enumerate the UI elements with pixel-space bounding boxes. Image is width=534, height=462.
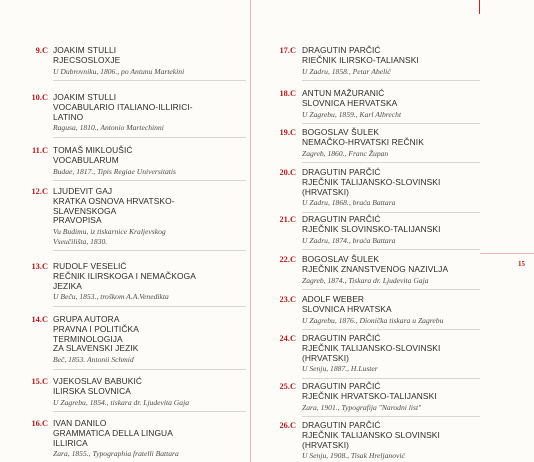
entry-title: RJEČNIK HRVATSKO-TALIJANSKI: [302, 390, 437, 401]
entry-publication: U Dubrovniku, 1806., po Antunu Martekini: [53, 66, 185, 76]
entry-divider: [302, 329, 480, 330]
entry-number: 17.C: [279, 46, 296, 55]
entry-author: IVAN DANILO: [53, 418, 107, 428]
entry-publication: Zara, 1855., Typographia fratelli Battara: [53, 449, 179, 459]
entry-divider: [302, 212, 480, 213]
entry-number: 15.C: [31, 377, 48, 386]
entry-publication: U Senju, 1908., Tisak Hreljanović: [302, 451, 405, 461]
entry-divider: [53, 369, 246, 370]
entry-title: RJEČNIK TALIJANSKO-SLOVINSKI: [302, 342, 441, 353]
entry-title: RIEČNIK ILIRSKO-TALIANSKI: [302, 54, 419, 65]
entry-title: (HRVATSKI): [302, 439, 350, 450]
entry-number: 22.C: [279, 255, 296, 264]
entry-title: SLOVNICA HERVATSKA: [302, 97, 398, 108]
entry-title: ZA SLAVENSKI JEZIK: [53, 343, 139, 354]
entry-author: DRAGUTIN PARČIĆ: [302, 333, 381, 343]
entry-number: 20.C: [279, 168, 296, 177]
entry-title: SLOVNICA HRVATSKA: [302, 303, 392, 314]
entry-author: DRAGUTIN PARČIĆ: [302, 214, 381, 224]
entry-title: TERMINOLOGIJA: [53, 333, 123, 344]
entry-divider: [53, 250, 246, 251]
entry-author: DRAGUTIN PARČIĆ: [302, 45, 381, 55]
entry-title: PRAVOPISA: [53, 215, 102, 226]
entry-publication: U Zadru, 1858., Petar Abelić: [302, 66, 391, 76]
entry-publication: Ragusa, 1810., Antonio Martechinni: [53, 123, 164, 133]
entry-number: 16.C: [31, 419, 48, 428]
entry-author: DRAGUTIN PARČIĆ: [302, 381, 381, 391]
entry-title: SLAVENSKOGA: [53, 205, 117, 216]
entry-title: JEZIKA: [53, 280, 82, 291]
entry-divider: [302, 249, 480, 250]
entry-number: 10.C: [31, 93, 48, 102]
column-divider: [250, 0, 251, 462]
entry-title: VOCABULARIO ITALIANO-ILLIRICI-: [53, 101, 193, 112]
entry-publication: U Zagrebu, 1854., tiskara dr. Ljudevita Gaja: [53, 397, 189, 407]
entry-title: (HRVATSKI): [302, 186, 350, 197]
entry-publication: Budae, 1817., Tipis Regiae Universitatis: [53, 166, 176, 176]
entry-number: 9.C: [35, 46, 48, 55]
entry-title: RJEČNIK TALIJANSKO SLOVINSKI: [302, 429, 440, 440]
entry-publication: Zagreb, 1874., Tiskara dr. Ljudevita Gaja: [302, 275, 429, 285]
entry-number: 13.C: [31, 262, 48, 271]
entry-divider: [53, 306, 246, 307]
entry-number: 11.C: [31, 146, 48, 155]
entry-publication: U Zagrebu, 1859., Karl Albrecht: [302, 109, 402, 119]
page-number-rule: [480, 253, 534, 254]
entry-title: RJEČNIK TALIJANSKO-SLOVINSKI: [302, 176, 441, 187]
entry-title: RJEČNIK SLOVINSKO-TALIJANSKI: [302, 223, 441, 234]
entry-author: JOAKIM STULLI: [53, 92, 117, 102]
entry-author: BOGOSLAV ŠULEK: [302, 254, 380, 264]
entry-author: VJEKOSLAV BABUKIĆ: [53, 376, 143, 386]
entry-author: RUDOLF VESELIĆ: [53, 261, 127, 271]
entry-divider: [302, 162, 480, 163]
entry-title: (HRVATSKI): [302, 352, 350, 363]
entry-divider: [302, 378, 480, 379]
entry-title: LATINO: [53, 111, 84, 122]
entry-number: 14.C: [31, 315, 48, 324]
entry-title: ILLIRICA: [53, 437, 88, 448]
entry-number: 25.C: [279, 382, 296, 391]
entry-publication-cont: Vseučilišta, 1830.: [53, 236, 108, 246]
entry-title: RJEČNIK ZNANSTVENOG NAZIVLJA: [302, 263, 449, 274]
entry-number: 26.C: [279, 421, 296, 430]
entry-author: DRAGUTIN PARČIĆ: [302, 167, 381, 177]
entry-title: REČNIK ILIRSKOGA I NEMAČKOGA: [53, 270, 196, 281]
entry-divider: [53, 411, 246, 412]
entry-publication: U Zagrebu, 1876., Dionička tiskara u Zagrebu: [302, 315, 444, 325]
entry-number: 24.C: [279, 334, 296, 343]
entry-publication: Zagreb, 1860., Franc Župan: [302, 148, 389, 158]
entry-number: 19.C: [279, 128, 296, 137]
entry-number: 12.C: [31, 187, 48, 196]
entry-publication: U Zadru, 1874., braća Battara: [302, 235, 396, 245]
entry-author: DRAGUTIN PARČIĆ: [302, 420, 381, 430]
entry-divider: [53, 180, 246, 181]
entry-title: KRATKA OSNOVA HRVATSKO-: [53, 195, 175, 206]
entry-publication: U Zadru, 1868., braća Battara: [302, 198, 396, 208]
entry-title: ILIRSKA SLOVNICA: [53, 385, 131, 396]
entry-publication: U Beču, 1853., troškom A.A.Venedikta: [53, 292, 169, 302]
entry-number: 21.C: [279, 215, 296, 224]
entry-title: VOCABULARUM: [53, 154, 119, 165]
entry-title: GRAMMATICA DELLA LINGUA: [53, 427, 173, 438]
entry-author: LJUDEVIT GAJ: [53, 186, 113, 196]
entry-divider: [302, 289, 480, 290]
entry-number: 23.C: [279, 295, 296, 304]
entry-author: GRUPA AUTORA: [53, 314, 120, 324]
entry-publication: U Senju, 1887., H.Luster: [302, 364, 378, 374]
entry-divider: [302, 416, 480, 417]
entry-title: NEMAČKO-HRVATSKI REČNIK: [302, 136, 424, 147]
margin-accent-line: [479, 0, 480, 14]
entry-divider: [53, 80, 246, 81]
entry-divider: [302, 80, 480, 81]
entry-publication: Zara, 1901., Typografija "Narodni list": [302, 402, 422, 412]
entry-author: BOGOSLAV ŠULEK: [302, 127, 380, 137]
entry-publication: Vu Budimu, iz tiskarnice Kraljevskog: [53, 227, 166, 237]
entry-author: ADOLF WEBER: [302, 294, 365, 304]
entry-author: JOAKIM STULLI: [53, 45, 117, 55]
entry-title: PRAVNA I POLITIČKA: [53, 323, 139, 334]
entry-divider: [302, 123, 480, 124]
entry-title: RJECSOSLOXJE: [53, 54, 121, 65]
entry-divider: [53, 137, 246, 138]
entry-number: 18.C: [279, 89, 296, 98]
entry-author: ANTUN MAŽURANIĆ: [302, 88, 385, 98]
entry-publication: Beč, 1853. Antonii Schmid: [53, 355, 134, 365]
entry-author: TOMAŠ MIKLOUŠIĆ: [53, 145, 133, 155]
page-number: 15: [518, 260, 525, 268]
